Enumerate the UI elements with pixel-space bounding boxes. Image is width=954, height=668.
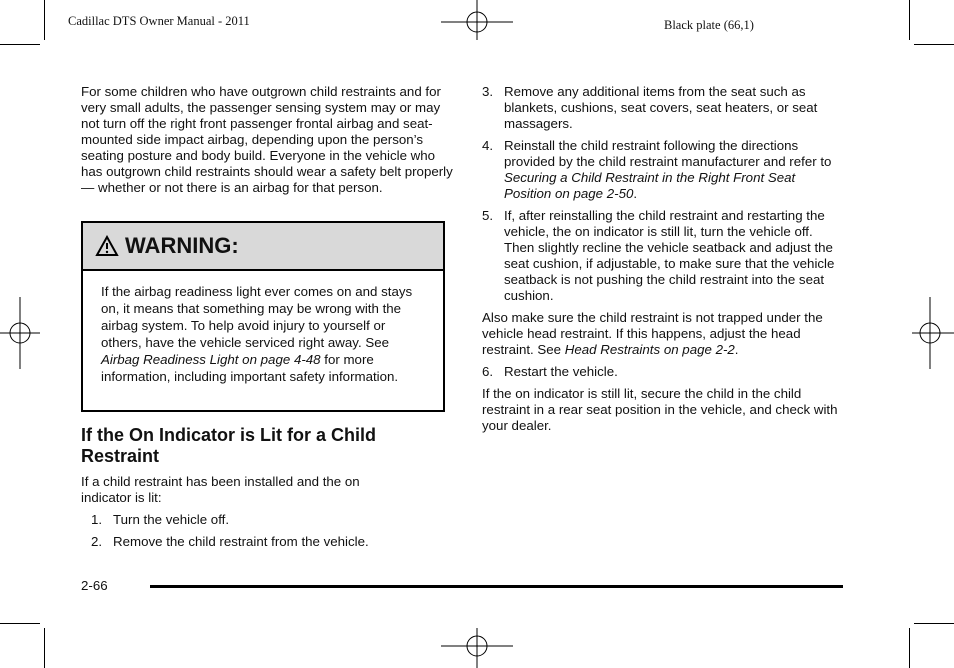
warning-box — [81, 221, 445, 412]
page-number: 2-66 — [81, 578, 108, 593]
child-restraint-link[interactable]: Securing a Child Restraint in the Right Front Seat Position on page 2-50 — [504, 170, 796, 201]
warning-header — [83, 223, 443, 271]
left-steps — [81, 474, 411, 550]
warning-text: If the airbag readiness light ever comes on and stays on, it means that something may be wrong with the airbag system. To help avoid injury to yourself or others, have the vehicle serviced right away. See Airbag Readiness Light on page 4-48 for more information, including important safety information. — [101, 284, 413, 384]
intro-paragraph: For some children who have outgrown child restraints and for very small adults, the passenger sensing system may or may not turn off the right front passenger frontal airbag and seat-mounted side impact airbag, depending upon the person’s seating posture and body build. Everyone in the vehicle who has outgrown child restraints should wear a safety belt properly — whether or not there is an airbag for that person. — [81, 84, 453, 195]
list-item: 2. Remove the child restraint from the vehicle. — [91, 534, 369, 549]
airbag-readiness-link[interactable]: Airbag Readiness Light on page 4-48 — [101, 352, 321, 367]
list-item: 5. If, after reinstalling the child restraint and restarting the vehicle, the on indicator is still lit, turn the vehicle off. Then slightly recline the vehicle seatback and adjust the seat cushion, if adjustable, to make sure that the vehicle seatback is not pushing the child restraint into the seat cushion. — [482, 208, 835, 303]
list-item: 4. Reinstall the child restraint following the directions provided by the child restraint manufacturer and refer to Securing a Child Restraint in the Right Front Seat Position on page 2-50. — [482, 138, 832, 201]
head-restraints-link[interactable]: Head Restraints on page 2-2 — [564, 342, 735, 357]
list-item: 3. Remove any additional items from the seat such as blankets, cushions, seat covers, seat heaters, or seat massagers. — [482, 84, 818, 131]
list-item: 1. Turn the vehicle off. — [91, 512, 230, 527]
list-item: 6. Restart the vehicle. — [482, 364, 618, 379]
warning-triangle-icon — [95, 235, 119, 257]
section-heading: If the On Indicator is Lit for a Child Restraint — [81, 425, 377, 466]
step5-sub: Also make sure the child restraint is not trapped under the vehicle head restraint. If this happens, adjust the head restraint. See Head Restraints on page 2-2. — [482, 310, 823, 357]
lead-paragraph: If a child restraint has been installed and the on indicator is lit: — [81, 474, 360, 505]
footer-rule — [150, 585, 843, 588]
step6-sub: If the on indicator is still lit, secure the child in the child restraint in a rear seat position in the vehicle, and check with your dealer. — [482, 386, 838, 433]
manual-title: Cadillac DTS Owner Manual - 2011 — [68, 14, 250, 28]
right-column — [482, 84, 844, 434]
warning-label: WARNING: — [125, 233, 239, 258]
plate-label: Black plate (66,1) — [664, 18, 754, 32]
left-column — [81, 84, 453, 196]
